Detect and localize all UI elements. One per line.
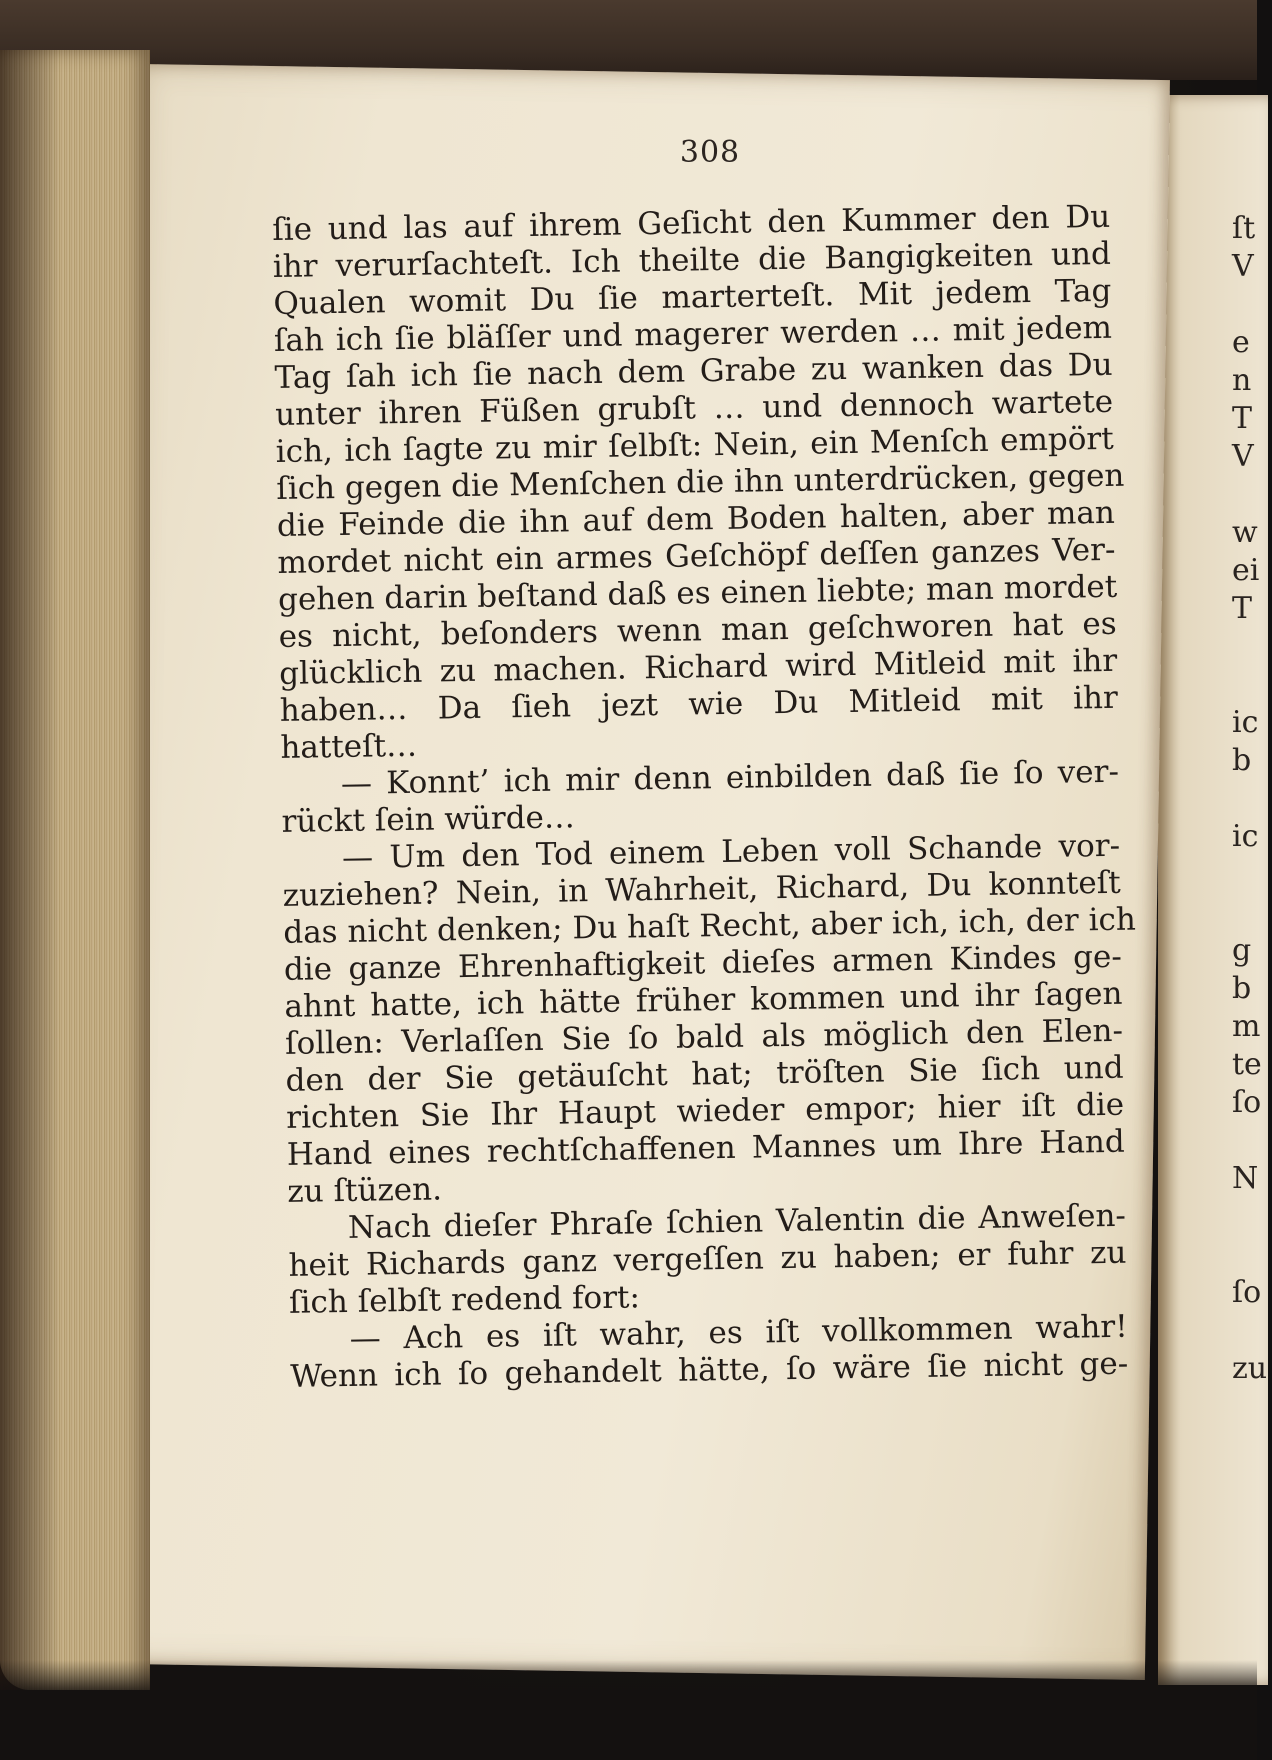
facing-fragment: ſo [1232, 1085, 1262, 1120]
facing-fragment: b [1232, 743, 1252, 778]
facing-fragment [1232, 476, 1272, 514]
facing-fragment [1232, 894, 1272, 932]
text-line: Hand eines rechtſchaffenen Mannes um Ihre Hand [286, 1123, 1125, 1173]
facing-fragment: ei [1232, 553, 1260, 588]
text-line: ſah ich ſie bläſſer und magerer werden … mit jedem [273, 309, 1113, 359]
text-line: ich, ich ſagte zu mir ſelbſt: Nein, ein Menſch empört [275, 420, 1114, 470]
text-line: hatteſt… [280, 727, 418, 766]
facing-fragment: b [1232, 971, 1252, 1006]
facing-fragment: n [1232, 363, 1252, 398]
facing-fragment: e [1232, 325, 1250, 360]
facing-fragment: T [1232, 401, 1253, 436]
facing-fragment: ic [1232, 819, 1259, 854]
text-line: ſie und las auf ihrem Geſicht den Kummer den Du [272, 198, 1111, 248]
facing-fragment [1232, 1122, 1272, 1160]
facing-fragment: ſo [1232, 1275, 1262, 1310]
page-text [272, 198, 1137, 1396]
text-line: heit Richards ganz vergeſſen zu haben; er fuhr zu [288, 1234, 1127, 1284]
text-line: richten Sie Ihr Haupt wieder empor; hier iſt die [285, 1086, 1125, 1136]
facing-fragment [1232, 780, 1272, 818]
text-line: haben… Da ſieh jezt wie Du Mitleid mit ihr [279, 679, 1119, 729]
facing-fragment [1232, 286, 1272, 324]
text-line: Qualen womit Du ſie marterteſt. Mit jedem Tag [273, 272, 1112, 322]
facing-fragment: te [1232, 1047, 1262, 1082]
text-line: — Ach es iſt wahr, es iſt vollkommen wahr! [349, 1308, 1128, 1357]
facing-fragment [1232, 1312, 1272, 1350]
facing-fragment: g [1232, 933, 1252, 968]
text-line: es nicht, beſonders wenn man geſchworen hat es [278, 605, 1117, 655]
text-line: das nicht denken; Du haſt Recht, aber ich, ich, der ich [283, 901, 1137, 951]
facing-page-fragments [1232, 210, 1272, 1388]
text-line: Nach dieſer Phraſe ſchien Valentin die Anweſen- [347, 1197, 1127, 1246]
text-line: zuziehen? Nein, in Wahrheit, Richard, Du konnteſt [282, 864, 1121, 914]
text-line: ahnt hatte, ich hätte früher kommen und ihr ſagen [284, 975, 1123, 1025]
text-line: glücklich zu machen. Richard wird Mitleid mit ihr [278, 642, 1118, 692]
text-line: den der Sie getäuſcht hat; tröſten Sie ſich und [285, 1049, 1124, 1099]
scan-background-bottom [0, 1660, 1257, 1760]
facing-fragment [1232, 1198, 1272, 1236]
text-line: ſich ſelbſt redend fort: [288, 1279, 641, 1321]
text-line: die Feinde die ihn auf dem Boden halten, aber man [276, 494, 1116, 544]
facing-fragment [1232, 628, 1272, 666]
facing-fragment [1232, 856, 1272, 894]
facing-fragment: ic [1232, 705, 1259, 740]
facing-fragment: zu [1232, 1351, 1268, 1386]
text-line: ſich gegen die Menſchen die ihn unterdrücken, gegen [276, 457, 1125, 507]
text-line: — Um den Tod einem Leben voll Schande vor- [341, 827, 1121, 876]
text-line: — Konnt’ ich mir denn einbilden daß ſie ſo ver- [340, 753, 1120, 802]
text-line: ſollen: Verlaſſen Sie ſo bald als möglich den Elen- [284, 1012, 1124, 1062]
facing-fragment: ſt [1232, 211, 1256, 246]
text-line: mordet nicht ein armes Geſchöpf deſſen ganzes Ver- [277, 531, 1116, 581]
facing-fragment [1232, 666, 1272, 704]
facing-fragment: V [1232, 439, 1254, 474]
facing-fragment: m [1232, 1009, 1261, 1044]
text-line: Tag ſah ich ſie nach dem Grabe zu wanken das Du [274, 346, 1113, 396]
page-edges-shadow [0, 50, 60, 1690]
text-line: gehen darin beſtand daß es einen liebte; man mordet [277, 568, 1118, 618]
text-line: unter ihren Füßen grubſt … und dennoch wartete [274, 383, 1114, 433]
text-line: die ganze Ehrenhaftigkeit dieſes armen Kindes ge- [283, 938, 1123, 988]
text-line: Wenn ich ſo gehandelt hätte, ſo wäre ſie nicht ge- [290, 1345, 1129, 1395]
page-number: 308 [679, 135, 741, 170]
facing-fragment: T [1232, 591, 1253, 626]
text-line: rückt ſein würde… [281, 799, 576, 840]
facing-fragment [1232, 1236, 1272, 1274]
text-line: ihr verurſachteſt. Ich theilte die Bangigkeiten und [272, 235, 1112, 285]
facing-fragment: w [1232, 515, 1258, 550]
facing-fragment: V [1232, 249, 1254, 284]
facing-fragment: N [1232, 1161, 1259, 1196]
text-line: zu ſtüzen. [287, 1171, 443, 1210]
